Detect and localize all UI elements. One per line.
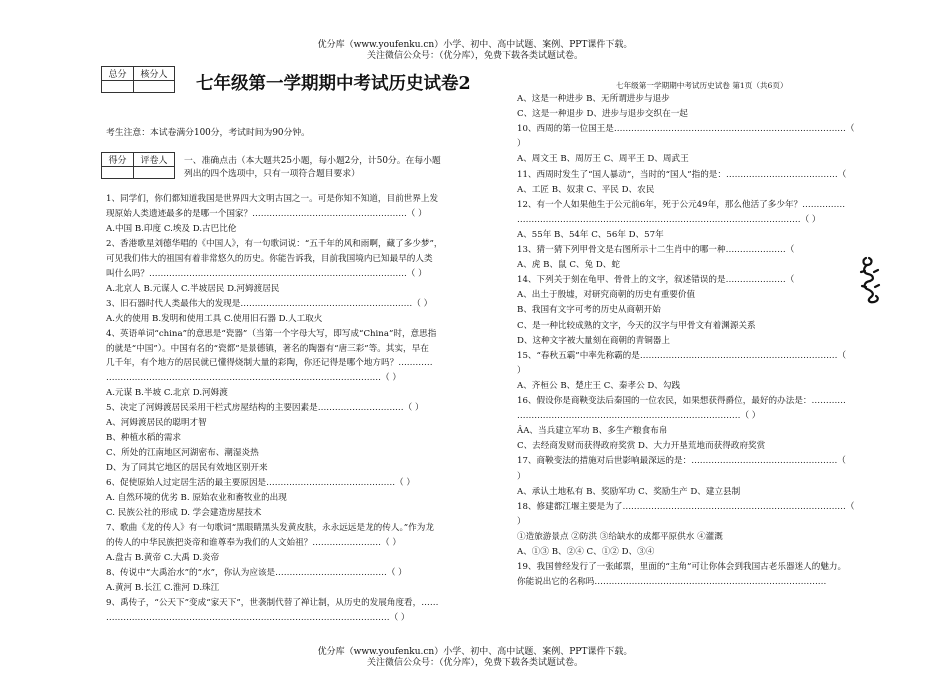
total-score-box [101,66,175,93]
left-line: 的传人的中华民族把炎帝和谁尊奉为我们的人文始祖？……………………（ ） [106,537,401,548]
right-line: 15、“春秋五霸”中率先称霸的是……………………………………………………………（ [517,350,847,361]
right-line: A、虎 B、鼠 C、兔 D、蛇 [517,260,620,271]
left-line: 8、传说中“大禹治水”的“水”，你认为应该是…………………………………（ ） [106,567,407,578]
watermark-header-line2: 关注微信公众号：（优分库），免费下载各类试题试卷。 [366,51,583,61]
right-line: ÂA、当兵建立军功 B、多生产粮食布帛 [517,426,668,437]
right-line: C、这是一种退步 D、进步与退步交织在一起 [517,109,688,120]
left-line: 7、歌曲《龙的传人》有一句歌词“黑眼睛黑头发黄皮肤，永永远远是龙的传人。”作为龙 [106,522,434,533]
left-line: ……………………………………………………………………………………（ ） [106,373,401,384]
right-line: ……………………………………………………………………（ ） [517,411,761,422]
left-line: B、种植水稻的需求 [106,433,182,444]
total-score-cell [102,81,134,93]
left-line: D、为了同其它地区的居民有效地区别开来 [106,463,268,474]
right-line: 19、我国曾经发行了一张邮票，里面的“主角”可让你体会到我国古老乐器迷人的魅力。 [517,562,847,573]
watermark-footer-line1: 优分库（www.youfenku.cn）小学、初中、高中试题、案例、PPT课件下载。 [317,647,633,657]
left-line: C、所处的江南地区河湖密布、潮湿炎热 [106,448,259,459]
right-line: A、55年 B、54年 C、56年 D、57年 [517,229,664,240]
left-line: 6、促使原始人过定居生活的最主要原因是………………………………………（ ） [106,478,415,489]
right-line: ①造旅游景点 ②防洪 ③给缺水的成都平原供水 ④灌溉 [517,531,723,542]
left-line: A. 自然环境的优劣 B. 原始农业和畜牧业的出现 [106,493,287,503]
right-line: 14、下列关于刻在龟甲、骨骨上的文字，叙述错误的是…………………（ [517,275,795,286]
grader-cell [134,167,175,179]
right-line: ） [517,516,526,527]
left-line: 可见我们伟大的祖国有着非常悠久的历史。你能告诉我，目前我国境内已知最早的人类 [106,253,433,264]
exam-title: 七年级第一学期期中考试历史试卷2 [196,74,471,94]
left-line: A.黄河 B.长江 C.淮河 D.珠江 [106,582,220,593]
oracle-bone-glyph-icon [857,254,883,306]
left-line: A.火的使用 B.发明和使用工具 C.使用旧石器 D.人工取火 [106,313,323,324]
total-score-label: 总分 [102,67,134,81]
left-line: C. 民族公社的形成 D. 学会建造房屋技术 [106,507,262,518]
right-line: 17、商鞅变法的措施对后世影响最深远的是：……………………………………………（ [517,456,846,467]
left-line: 1、同学们，你们都知道我国是世界四大文明古国之一。可是你知不知道，目前世界上发 [106,194,439,204]
right-line: A、齐桓公 B、楚庄王 C、秦孝公 D、勾践 [517,380,681,391]
right-line: ） [517,139,526,150]
left-line: 的就是“中国”）。中国有名的“瓷都”是景德镇，著名的陶器有“唐三彩”等。其实，早在 [106,343,429,354]
left-line: ………………………………………………………………………………………（ ） [106,612,410,623]
right-line: A、出土于殷墟，对研究商朝的历史有重要价值 [517,290,696,301]
left-line: A、河姆渡居民的聪明才智 [106,418,207,429]
left-line: 4、英语单词“china”的意思是“瓷器”（当第一个字母大写，即写成“China”时，意思指 [106,328,437,339]
section1-line1: 一、准确点击（本大题共25小题，每小题2分，计50分。在每小题 [184,156,441,166]
left-line: A.盘古 B.黄帝 C.大禹 D.炎帝 [106,552,220,563]
right-line: C、是一种比较成熟的文字，今天的汉字与甲骨文有着渊源关系 [517,320,756,331]
left-line: 9、禹传子，“公天下”变成“家天下”，世袭制代替了禅让制，从历史的发展角度看，…… [106,597,439,608]
left-line: A.中国 B.印度 C.埃及 D.古巴比伦 [106,223,237,234]
right-line: A、周文王 B、周厉王 C、周平王 D、周武王 [517,154,689,165]
left-line: A.元谋 B.半坡 C.北京 D.河姆渡 [106,388,228,399]
right-line: 18、修建都江堰主要是为了……………………………………………………………………（ [517,501,855,512]
right-line: A、这是一种进步 B、无所谓进步与退步 [517,94,670,104]
right-line: B、我国有文字可考的历史从商朝开始 [517,305,661,316]
right-line: C、去经商发财而获得政府奖赏 D、大力开垦荒地而获得政府奖赏 [517,441,766,452]
score-cell [102,167,134,179]
exam-notice: 考生注意：本试卷满分100分，考试时间为90分钟。 [106,128,310,138]
checker-cell [134,81,175,93]
section-score-box [101,152,175,179]
page-info: 七年级第一学期期中考试历史试卷 第1页（共6页） [616,81,788,90]
score-label: 得分 [102,153,134,167]
right-line: D、这种文字被大量刻在商朝的青铜器上 [517,335,670,346]
right-line: 11、西周时发生了“国人暴动”，当时的“国人”指的是：…………………………………（ [517,169,847,180]
left-line: 5、决定了河姆渡居民采用干栏式房屋结构的主要因素是…………………………（ ） [106,403,424,414]
right-line: ） [517,471,526,482]
right-line: A、承认土地私有 B、奖励军功 C、奖励生产 D、建立县制 [517,486,741,497]
left-line: A.北京人 B.元谋人 C.半坡居民 D.河姆渡居民 [106,283,280,294]
right-line: 12、有一个人如果他生于公元前6年，死于公元49年，那么他活了多少年？…………… [517,199,846,210]
right-line: A、工匠 B、奴隶 C、平民 D、农民 [517,184,655,195]
right-line: 16、假设你是商鞅变法后秦国的一位农民，如果想获得爵位，最好的办法是：………… [517,396,846,406]
left-line: 2、香港歌星刘德华唱的《中国人》，有一句歌词说：“五千年的风和雨啊，藏了多少梦”， [106,238,443,249]
section1-line2: 列出的四个选项中，只有一项符合题目要求） [184,169,360,179]
left-line: 几千年，有个地方的居民就已懂得烧制大量的彩陶，你还记得是哪个地方吗？………… [106,358,433,369]
right-line: ） [517,365,526,376]
right-line: 13、猜一猜下列甲骨文是右图所示十二生肖中的哪一种…………………（ [517,245,795,255]
right-line: 你能说出它的名称吗……………………………………………………………………… [517,577,827,588]
right-line: ………………………………………………………………………………………（ ） [517,214,821,225]
left-line: 叫什么吗？………………………………………………………………………………（ ） [106,268,427,279]
watermark-footer-line2: 关注微信公众号：（优分库），免费下载各类试题试卷。 [366,658,583,668]
grader-label: 评卷人 [134,153,175,167]
checker-label: 核分人 [134,67,175,81]
left-line: 现原始人类遗迹最多的是哪一个国家？………………………………………………（ ） [106,208,427,219]
watermark-header-line1: 优分库（www.youfenku.cn）小学、初中、高中试题、案例、PPT课件下载。 [317,40,633,50]
left-line: 3、旧石器时代人类最伟大的发现是……………………………………………………（ ） [106,298,433,309]
right-line: 10、西周的第一位国王是………………………………………………………………………（ [517,124,855,135]
right-line: A、①③ B、②④ C、①② D、③④ [517,547,655,557]
